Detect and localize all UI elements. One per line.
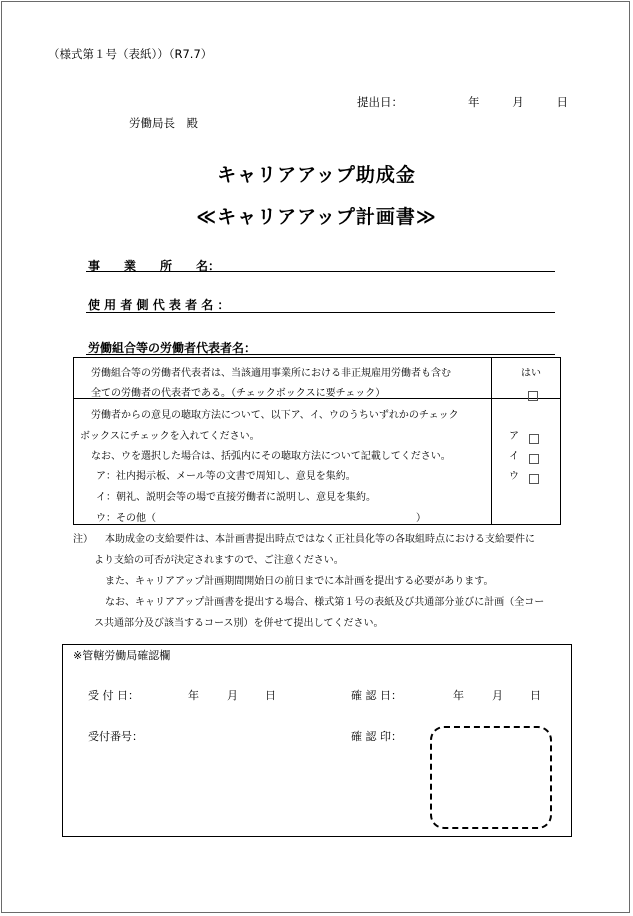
confirm-seal-label: 確 認 印：	[351, 730, 402, 743]
option-u-input[interactable]	[183, 507, 411, 521]
checkbox-icon	[528, 391, 538, 401]
row1-text-line2: 全ての労働者の代表者である。（チェックボックスに要チェック）	[91, 388, 386, 399]
checkbox-u[interactable]	[529, 468, 539, 487]
received-date-label: 受 付 日：	[88, 689, 139, 702]
notes-line3: また、キャリアアップ計画期間開始日の前日までに本計画を提出する必要があります。	[105, 576, 494, 587]
mark-i: イ	[509, 451, 519, 462]
row2-text-line2: ボックスにチェックを入れてください。	[80, 431, 260, 442]
row2-text-line1: 労働者からの意見の聴取方法について、以下ア、イ、ウのうちいずれかのチェック	[91, 410, 459, 421]
notes-line1: 本助成金の支給要件は、本計画書提出時点ではなく正社員化等の各取組時点における支給要件に	[105, 534, 535, 545]
confirm-month: 月	[492, 689, 503, 702]
option-a-text: ア：社内掲示板、メール等の文書で周知し、意見を集約。	[96, 471, 356, 482]
notes-line4: なお、キャリアアップ計画書を提出する場合、様式第１号の表紙及び共通部分並びに計画（全コー	[105, 597, 545, 608]
confirmation-title: ※管轄労働局確認欄	[73, 649, 171, 662]
notes-label: 注）	[73, 534, 93, 545]
confirm-day: 日	[530, 689, 541, 702]
office-name-label: 事 業 所 名：	[88, 259, 221, 273]
notes-line5: ス共通部分及び該当するコース別）を併せて提出してください。	[94, 618, 384, 629]
union-rep-field[interactable]	[86, 354, 555, 355]
representative-table	[73, 357, 561, 525]
option-u-prefix: ウ：その他（	[96, 513, 156, 524]
checkbox-icon	[529, 454, 539, 464]
row1-text-line1: 労働組合等の労働者代表者は、当該適用事業所における非正規雇用労働者も含む	[91, 368, 451, 379]
employer-rep-field[interactable]	[86, 312, 555, 313]
bureau-confirmation-box	[62, 644, 572, 837]
notes-line2: より支給の可否が決定されますので、ご注意ください。	[94, 555, 344, 566]
received-year: 年	[188, 689, 199, 702]
employer-rep-label: 使 用 者 側 代 表 者 名 ：	[88, 298, 230, 312]
date-year: 年	[468, 95, 480, 109]
form-number: （様式第１号（表紙））（R7.7）	[48, 47, 213, 61]
checkbox-i[interactable]	[529, 448, 539, 467]
mark-a: ア	[509, 431, 519, 442]
document-subtitle: ≪キャリアアップ計画書≫	[196, 206, 437, 228]
submission-date-label: 提出日：	[357, 95, 403, 109]
option-i-text: イ：朝礼、説明会等の場で直接労働者に説明し、意見を集約。	[96, 492, 376, 503]
date-day: 日	[556, 95, 568, 109]
office-name-field[interactable]	[86, 271, 555, 272]
option-u-suffix: ）	[416, 513, 426, 524]
submission-date	[468, 94, 568, 110]
seal-area	[430, 726, 552, 829]
checkbox-icon	[529, 474, 539, 484]
receipt-number-label: 受付番号：	[88, 730, 143, 743]
received-day: 日	[265, 689, 276, 702]
addressee: 労働局長 殿	[129, 116, 198, 130]
confirm-date-label: 確 認 日：	[351, 689, 402, 702]
row2-text-line3: なお、ウを選択した場合は、括弧内にその聴取方法について記載してください。	[91, 451, 451, 462]
checkbox-icon	[529, 434, 539, 444]
received-month: 月	[227, 689, 238, 702]
union-rep-label: 労働組合等の労働者代表者名：	[88, 341, 257, 355]
checkbox-a[interactable]	[529, 428, 539, 447]
date-month: 月	[512, 95, 524, 109]
table-column-divider	[491, 358, 492, 524]
yes-checkbox[interactable]	[528, 385, 538, 404]
confirm-year: 年	[453, 689, 464, 702]
yes-label: はい	[521, 368, 541, 379]
mark-u: ウ	[509, 471, 519, 482]
document-title: キャリアアップ助成金	[217, 164, 416, 186]
